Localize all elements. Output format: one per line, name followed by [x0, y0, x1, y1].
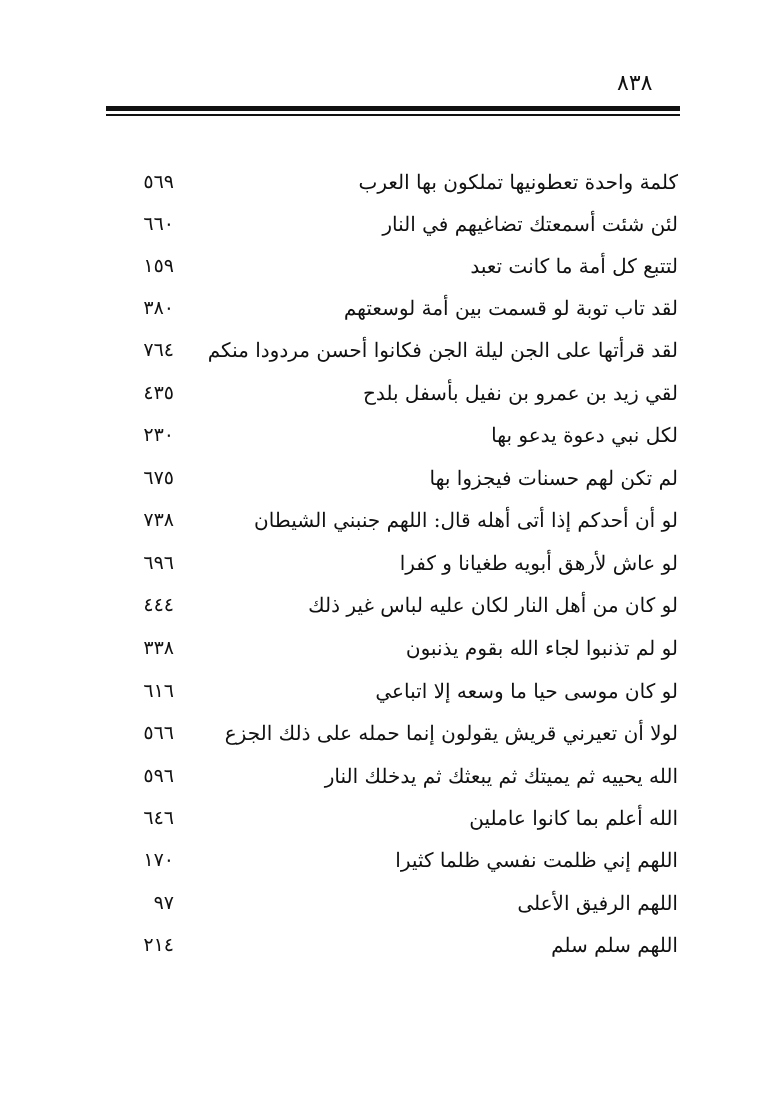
entry-text: اللهم الرفيق الأعلى — [517, 891, 678, 915]
entry-page-number: ٤٣٥ — [143, 382, 174, 404]
entry-text: لقد قرأتها على الجن ليلة الجن فكانوا أحسن مردودا منكم — [207, 338, 678, 362]
index-entry — [0, 630, 760, 666]
entry-page-number: ٦٤٦ — [143, 807, 174, 829]
entry-text: الله أعلم بما كانوا عاملين — [469, 806, 678, 830]
entry-text: لتتبع كل أمة ما كانت تعبد — [470, 254, 678, 278]
index-entry — [0, 885, 760, 921]
entry-page-number: ٩٧ — [153, 892, 174, 914]
index-entry — [0, 673, 760, 709]
entry-text: لولا أن تعيرني قريش يقولون إنما حمله على ذلك الجزع — [224, 721, 678, 745]
entry-page-number: ١٥٩ — [143, 255, 174, 277]
entry-text: لقد تاب توبة لو قسمت بين أمة لوسعتهم — [343, 296, 678, 320]
entry-text: لقي زيد بن عمرو بن نفيل بأسفل بلدح — [362, 381, 678, 405]
entry-text: لئن شئت أسمعتك تضاغيهم في النار — [382, 212, 678, 236]
entry-text: كلمة واحدة تعطونيها تملكون بها العرب — [358, 170, 678, 194]
index-entry — [0, 164, 760, 200]
index-entry — [0, 927, 760, 963]
page-number: ٨٣٨ — [617, 71, 653, 96]
entry-page-number: ٦٩٦ — [143, 552, 174, 574]
index-entry — [0, 842, 760, 878]
index-entry — [0, 206, 760, 242]
index-entry — [0, 545, 760, 581]
entry-text: اللهم إني ظلمت نفسي ظلما كثيرا — [395, 848, 678, 872]
entry-page-number: ٥٦٩ — [143, 171, 174, 193]
entry-page-number: ٥٩٦ — [143, 765, 174, 787]
entry-page-number: ١٧٠ — [143, 849, 174, 871]
entry-text: اللهم سلم سلم — [551, 933, 678, 957]
index-entry — [0, 587, 760, 623]
entry-text: لو كان موسى حيا ما وسعه إلا اتباعي — [375, 679, 678, 703]
entry-page-number: ٦١٦ — [143, 680, 174, 702]
entry-text: لو لم تذنبوا لجاء الله بقوم يذنبون — [405, 636, 678, 660]
entry-page-number: ٦٧٥ — [143, 467, 174, 489]
entry-page-number: ٣٨٠ — [143, 297, 174, 319]
entry-text: لو أن أحدكم إذا أتى أهله قال: اللهم جنبني الشيطان — [254, 508, 678, 532]
index-entry — [0, 502, 760, 538]
entry-text: الله يحييه ثم يميتك ثم يبعثك ثم يدخلك النار — [324, 764, 678, 788]
index-entry — [0, 290, 760, 326]
index-entry — [0, 332, 760, 368]
index-entry — [0, 375, 760, 411]
index-entry — [0, 758, 760, 794]
entry-page-number: ٧٣٨ — [143, 509, 174, 531]
entry-page-number: ٢١٤ — [143, 934, 174, 956]
index-entry — [0, 800, 760, 836]
entry-text: لكل نبي دعوة يدعو بها — [491, 423, 678, 447]
index-entry — [0, 460, 760, 496]
entry-page-number: ٢٣٠ — [143, 424, 174, 446]
index-entry — [0, 715, 760, 751]
entry-text: لم تكن لهم حسنات فيجزوا بها — [429, 466, 678, 490]
entry-text: لو عاش لأرهق أبويه طغيانا و كفرا — [399, 551, 678, 575]
entry-page-number: ٧٦٤ — [143, 339, 174, 361]
entry-page-number: ٤٤٤ — [143, 594, 174, 616]
entry-page-number: ٣٣٨ — [143, 637, 174, 659]
entry-page-number: ٦٦٠ — [143, 213, 174, 235]
entry-page-number: ٥٦٦ — [143, 722, 174, 744]
index-entry — [0, 248, 760, 284]
index-entry — [0, 417, 760, 453]
entry-text: لو كان من أهل النار لكان عليه لباس غير ذلك — [308, 593, 678, 617]
